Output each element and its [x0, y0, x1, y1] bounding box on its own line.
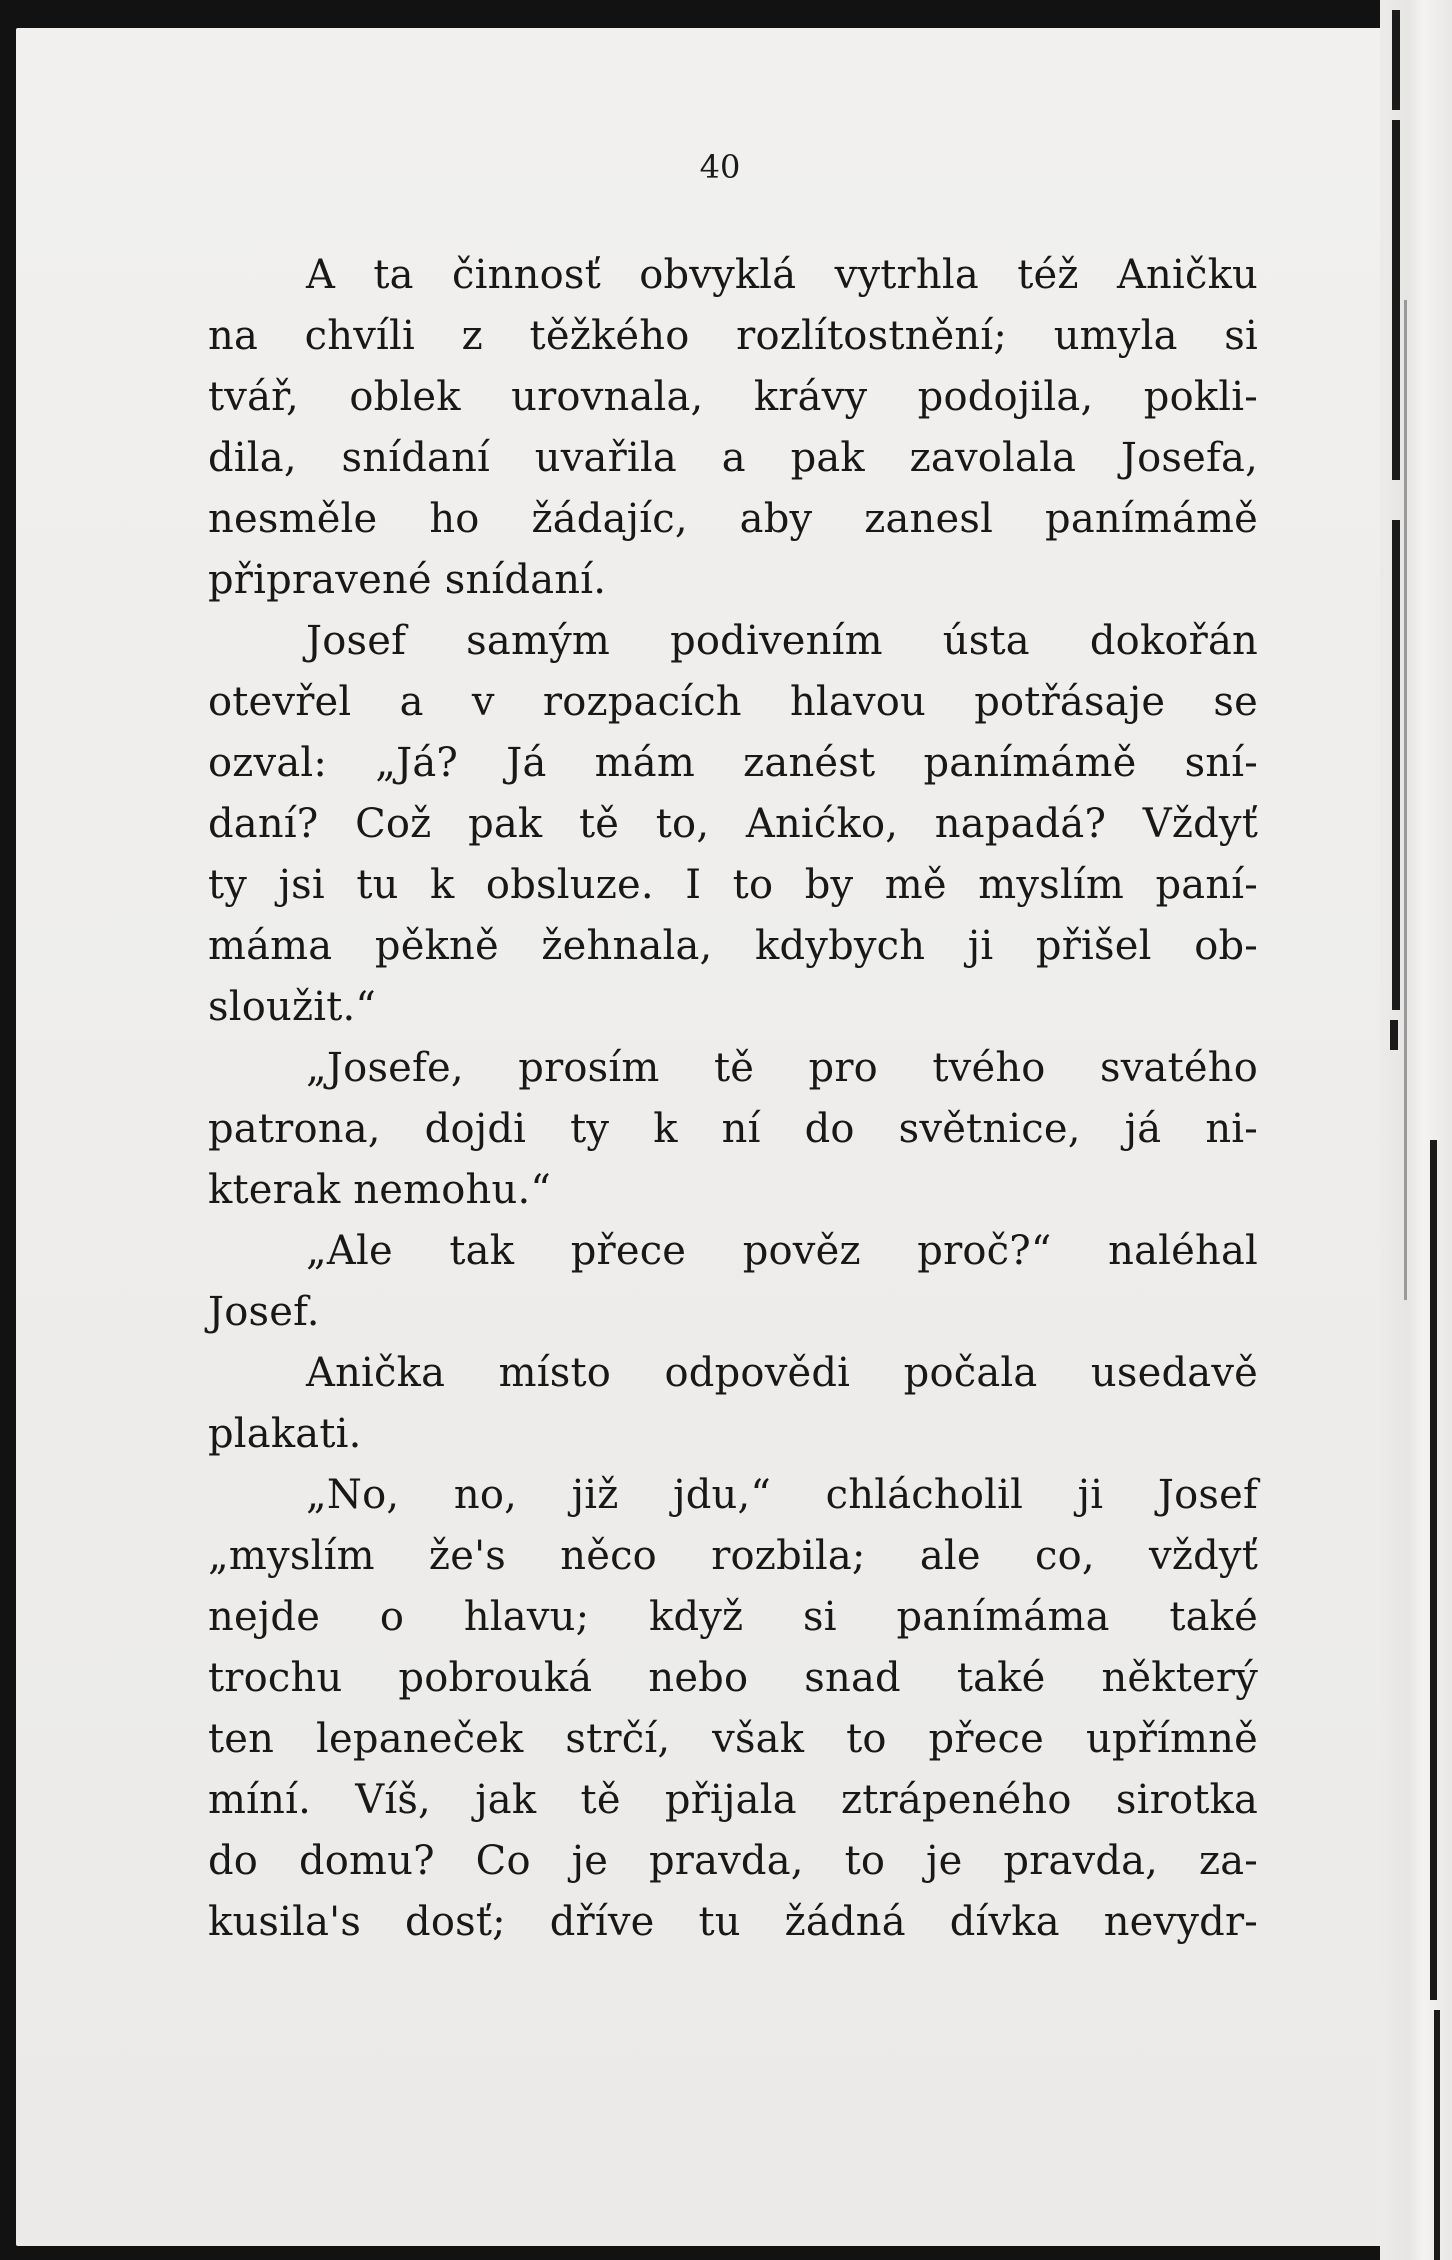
text-line: otevřel a v rozpacích hlavou potřásaje se	[208, 679, 1258, 725]
text-line: míní. Víš, jak tě přijala ztrápeného sirotka	[208, 1777, 1258, 1823]
text-line: máma pěkně žehnala, kdybych ji přišel ob-	[208, 923, 1258, 969]
text-line: sloužit.“	[208, 984, 377, 1030]
edge-shadow	[1392, 10, 1400, 110]
text-line: daní? Což pak tě to, Anićko, napadá? Vždyť	[208, 801, 1258, 847]
body-text	[208, 245, 1258, 1953]
text-line: „No, no, již jdu,“ chlácholil ji Josef	[306, 1472, 1258, 1518]
text-line: ten lepaneček strčí, však to přece upřímně	[208, 1716, 1258, 1762]
text-line: Josef samým podivením ústa dokořán	[306, 618, 1258, 664]
text-line: nejde o hlavu; když si panímáma také	[208, 1594, 1258, 1640]
text-line: dila, snídaní uvařila a pak zavolala Josefa,	[208, 435, 1258, 481]
edge-shadow	[1430, 1140, 1437, 2000]
text-line: „Josefe, prosím tě pro tvého svatého	[306, 1045, 1258, 1091]
text-line: kterak nemohu.“	[208, 1167, 552, 1213]
edge-shadow	[1392, 520, 1400, 1010]
text-line: ty jsi tu k obsluze. I to by mě myslím paní-	[208, 862, 1258, 908]
text-line: trochu pobrouká nebo snad také některý	[208, 1655, 1258, 1701]
text-line: A ta činnosť obvyklá vytrhla též Aničku	[306, 252, 1258, 298]
text-line: Josef.	[208, 1289, 320, 1335]
page-number: 40	[699, 148, 741, 186]
text-line: „Ale tak přece pověz proč?“ naléhal	[306, 1228, 1258, 1274]
text-line: nesměle ho žádajíc, aby zanesl panímámě	[208, 496, 1258, 542]
edge-shadow	[1390, 1020, 1398, 1050]
text-line: do domu? Co je pravda, to je pravda, za-	[208, 1838, 1258, 1884]
text-line: připravené snídaní.	[208, 557, 607, 603]
text-line: tvář, oblek urovnala, krávy podojila, pokli-	[208, 374, 1258, 420]
text-line: Anička místo odpovědi počala usedavě	[306, 1350, 1258, 1396]
page-edge	[1380, 0, 1452, 2260]
text-line: „myslím že's něco rozbila; ale co, vždyť	[208, 1533, 1258, 1579]
text-line: kusila's dosť; dříve tu žádná dívka nevydr-	[208, 1899, 1258, 1945]
text-line: ozval: „Já? Já mám zanést panímámě sní-	[208, 740, 1258, 786]
text-line: patrona, dojdi ty k ní do světnice, já ni-	[208, 1106, 1258, 1152]
text-line: na chvíli z těžkého rozlítostnění; umyla si	[208, 313, 1258, 359]
edge-shadow	[1434, 2010, 1440, 2260]
edge-fold	[1404, 300, 1407, 1300]
text-line: plakati.	[208, 1411, 362, 1457]
